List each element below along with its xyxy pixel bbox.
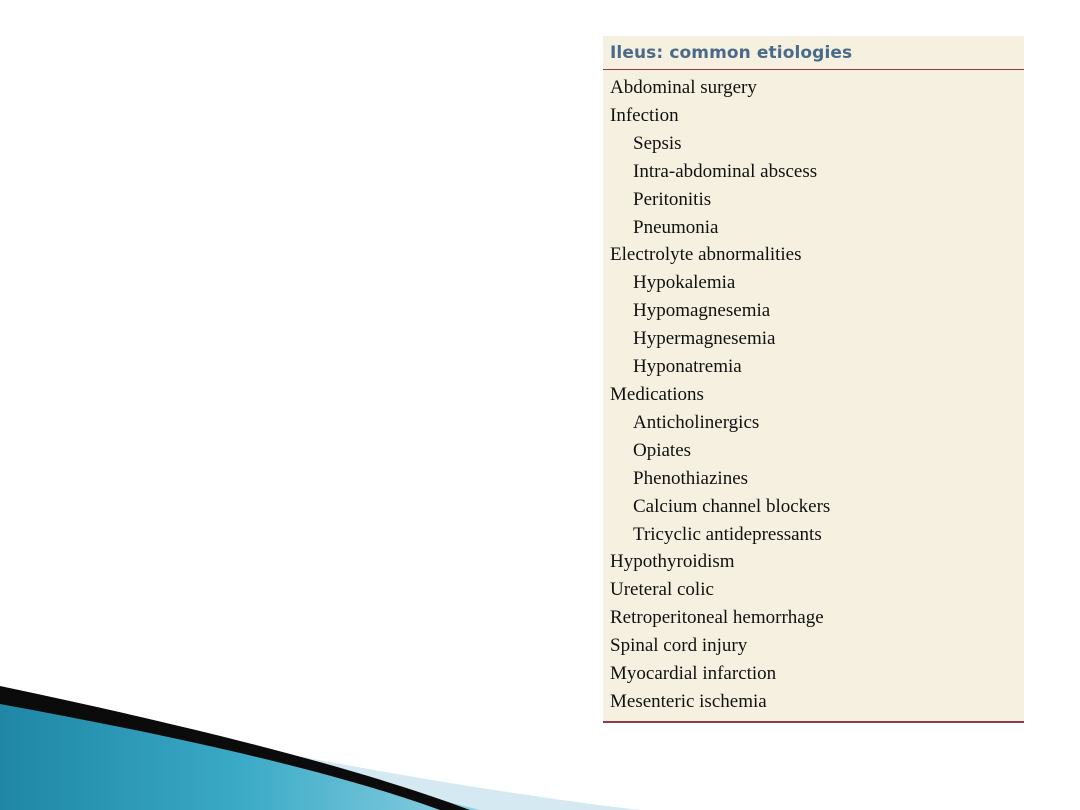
table-subitem: Hypermagnesemia	[633, 328, 776, 350]
table-item: Abdominal surgery	[610, 77, 757, 98]
table-subitem: Anticholinergics	[633, 411, 760, 433]
table-subitem: Pneumonia	[633, 216, 719, 238]
table-item: Infection	[610, 104, 679, 126]
table-item: Electrolyte abnormalities	[610, 244, 802, 266]
table-item: Medications	[610, 383, 704, 405]
etiology-table	[603, 36, 1024, 723]
table-item: Ureteral colic	[610, 579, 714, 601]
table-item: Hypothyroidism	[610, 551, 735, 573]
table-item: Myocardial infarction	[610, 663, 777, 685]
table-subitem: Intra-abdominal abscess	[633, 160, 818, 182]
table-subitem: Hyponatremia	[633, 356, 742, 378]
table-subitem: Sepsis	[633, 132, 682, 154]
table-body	[603, 70, 1024, 721]
table-subitem: Phenothiazines	[633, 467, 749, 489]
table-item: Mesenteric ischemia	[610, 690, 767, 712]
table-subitem: Calcium channel blockers	[633, 495, 831, 517]
table-subitem: Peritonitis	[633, 188, 712, 210]
table-subitem: Tricyclic antidepressants	[633, 523, 822, 545]
table-item: Spinal cord injury	[610, 635, 748, 657]
table-subitem: Opiates	[633, 439, 692, 461]
table-subitem: Hypokalemia	[633, 272, 736, 294]
table-item: Retroperitoneal hemorrhage	[610, 607, 824, 629]
table-subitem: Hypomagnesemia	[633, 300, 771, 322]
table-title: Ileus: common etiologies	[603, 36, 1024, 70]
